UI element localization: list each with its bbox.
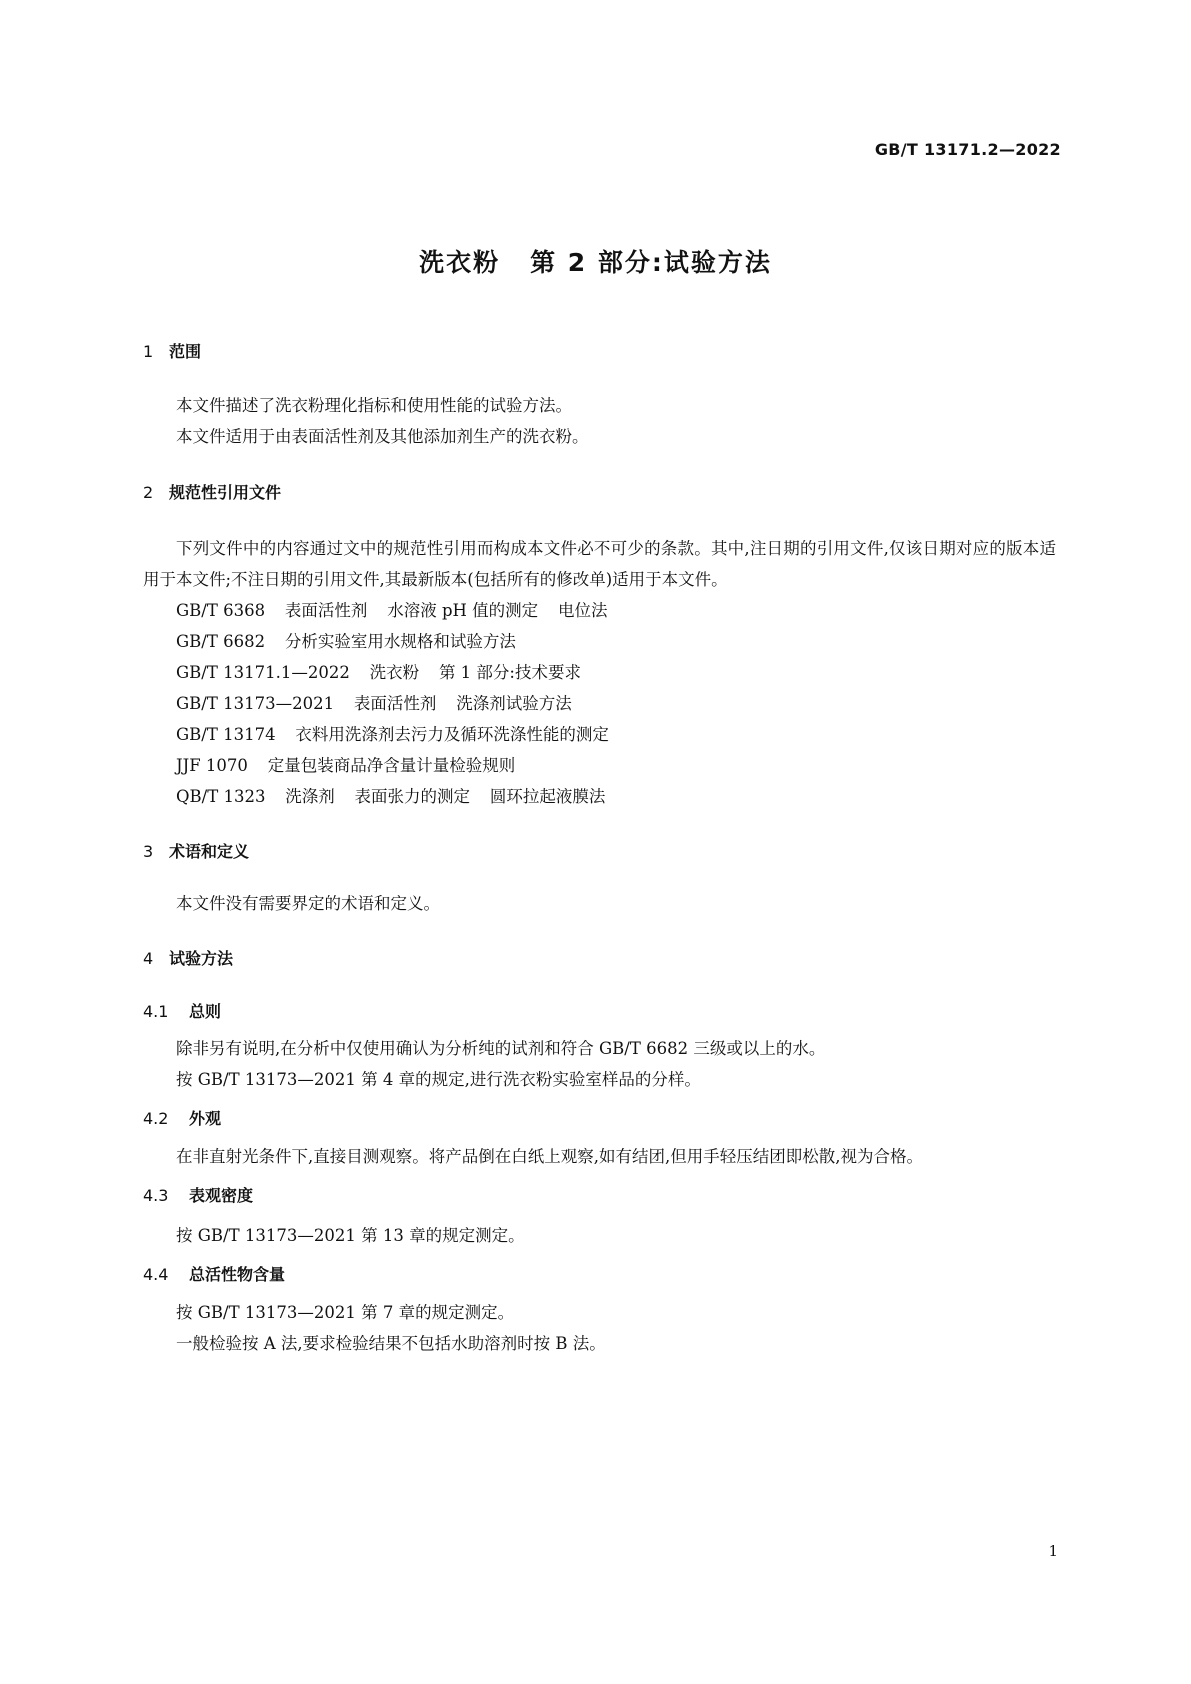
title-product: 洗衣粉 [419,248,501,277]
paragraph: 本文件没有需要界定的术语和定义。 [176,894,440,913]
section-number: 4.1 [143,1002,169,1021]
section-title: 范围 [169,342,202,361]
ref-code: GB/T 13173—2021 [176,694,335,713]
subsection-4-4-heading [143,1263,1056,1287]
ref-text: 衣料用洗涤剂去污力及循环洗涤性能的测定 [295,725,609,744]
section-title: 试验方法 [169,949,234,968]
subsection-4-3-heading [143,1184,1056,1208]
paragraph: 下列文件中的内容通过文中的规范性引用而构成本文件必不可少的条款。其中,注日期的引用文件,仅该日期对应的版本适用于本文件;不注日期的引用文件,其最新版本(包括所有的修改单)适用于本文件。 [143,539,1056,589]
standard-number: GB/T 13171.2—2022 [874,140,1061,159]
ref-text: 水溶液 pH 值的测定 [387,601,539,620]
ref-code: GB/T 13171.1—2022 [176,663,350,682]
section-3-heading [143,840,1056,864]
page-number: 1 [1048,1542,1058,1560]
paragraph: 本文件适用于由表面活性剂及其他添加剂生产的洗衣粉。 [176,427,589,446]
paragraph: 本文件描述了洗衣粉理化指标和使用性能的试验方法。 [176,396,572,415]
subsection-4-1-heading [143,1000,1056,1024]
reference-item [143,626,1056,657]
section-4-heading [143,947,1056,971]
paragraph: 按 GB/T 13173—2021 第 4 章的规定,进行洗衣粉实验室样品的分样。 [176,1070,701,1089]
section-number: 4.2 [143,1109,169,1128]
section-title: 总则 [189,1002,222,1021]
ref-code: GB/T 6368 [176,601,266,620]
ref-code: QB/T 1323 [176,787,266,806]
section-number: 2 [143,483,154,502]
section-1-heading [143,340,1056,364]
section-number: 4 [143,949,154,968]
paragraph: 一般检验按 A 法,要求检验结果不包括水助溶剂时按 B 法。 [176,1334,606,1353]
ref-text: 洗涤剂试验方法 [456,694,572,713]
section-number: 3 [143,842,154,861]
document-body [143,340,1056,1359]
ref-code: JJF 1070 [176,756,248,775]
ref-text: 圆环拉起液膜法 [489,787,606,806]
section-title: 总活性物含量 [189,1265,286,1284]
ref-text: 表面活性剂 [284,601,368,620]
ref-text: 定量包装商品净含量计量检验规则 [267,756,516,775]
reference-item [143,719,1056,750]
paragraph: 除非另有说明,在分析中仅使用确认为分析纯的试剂和符合 GB/T 6682 三级或以上的水。 [176,1039,826,1058]
title-part: 第 2 部分:试验方法 [530,248,772,277]
paragraph: 在非直射光条件下,直接目测观察。将产品倒在白纸上观察,如有结团,但用手轻压结团即松散,视为合格。 [176,1147,923,1166]
section-title: 外观 [189,1109,222,1128]
section-2-heading [143,481,1056,505]
ref-text: 电位法 [557,601,608,620]
reference-item [143,595,1056,626]
section-number: 4.4 [143,1265,169,1284]
ref-text: 表面张力的测定 [354,787,471,806]
ref-text: 分析实验室用水规格和试验方法 [284,632,516,651]
paragraph: 按 GB/T 13173—2021 第 7 章的规定测定。 [176,1303,515,1322]
ref-code: GB/T 13174 [176,725,276,744]
reference-item [143,688,1056,719]
ref-code: GB/T 6682 [176,632,266,651]
subsection-4-2-heading [143,1107,1056,1131]
ref-text: 表面活性剂 [353,694,437,713]
section-number: 1 [143,342,154,361]
ref-text: 第 1 部分:技术要求 [438,663,581,682]
reference-item [143,781,1056,812]
document-title [0,243,1191,279]
section-title: 术语和定义 [169,842,250,861]
section-title: 规范性引用文件 [169,483,282,502]
reference-item [143,657,1056,688]
ref-text: 洗衣粉 [369,663,420,682]
section-title: 表观密度 [189,1186,254,1205]
ref-text: 洗涤剂 [285,787,335,806]
paragraph: 按 GB/T 13173—2021 第 13 章的规定测定。 [176,1226,525,1245]
reference-item [143,750,1056,781]
section-number: 4.3 [143,1186,169,1205]
